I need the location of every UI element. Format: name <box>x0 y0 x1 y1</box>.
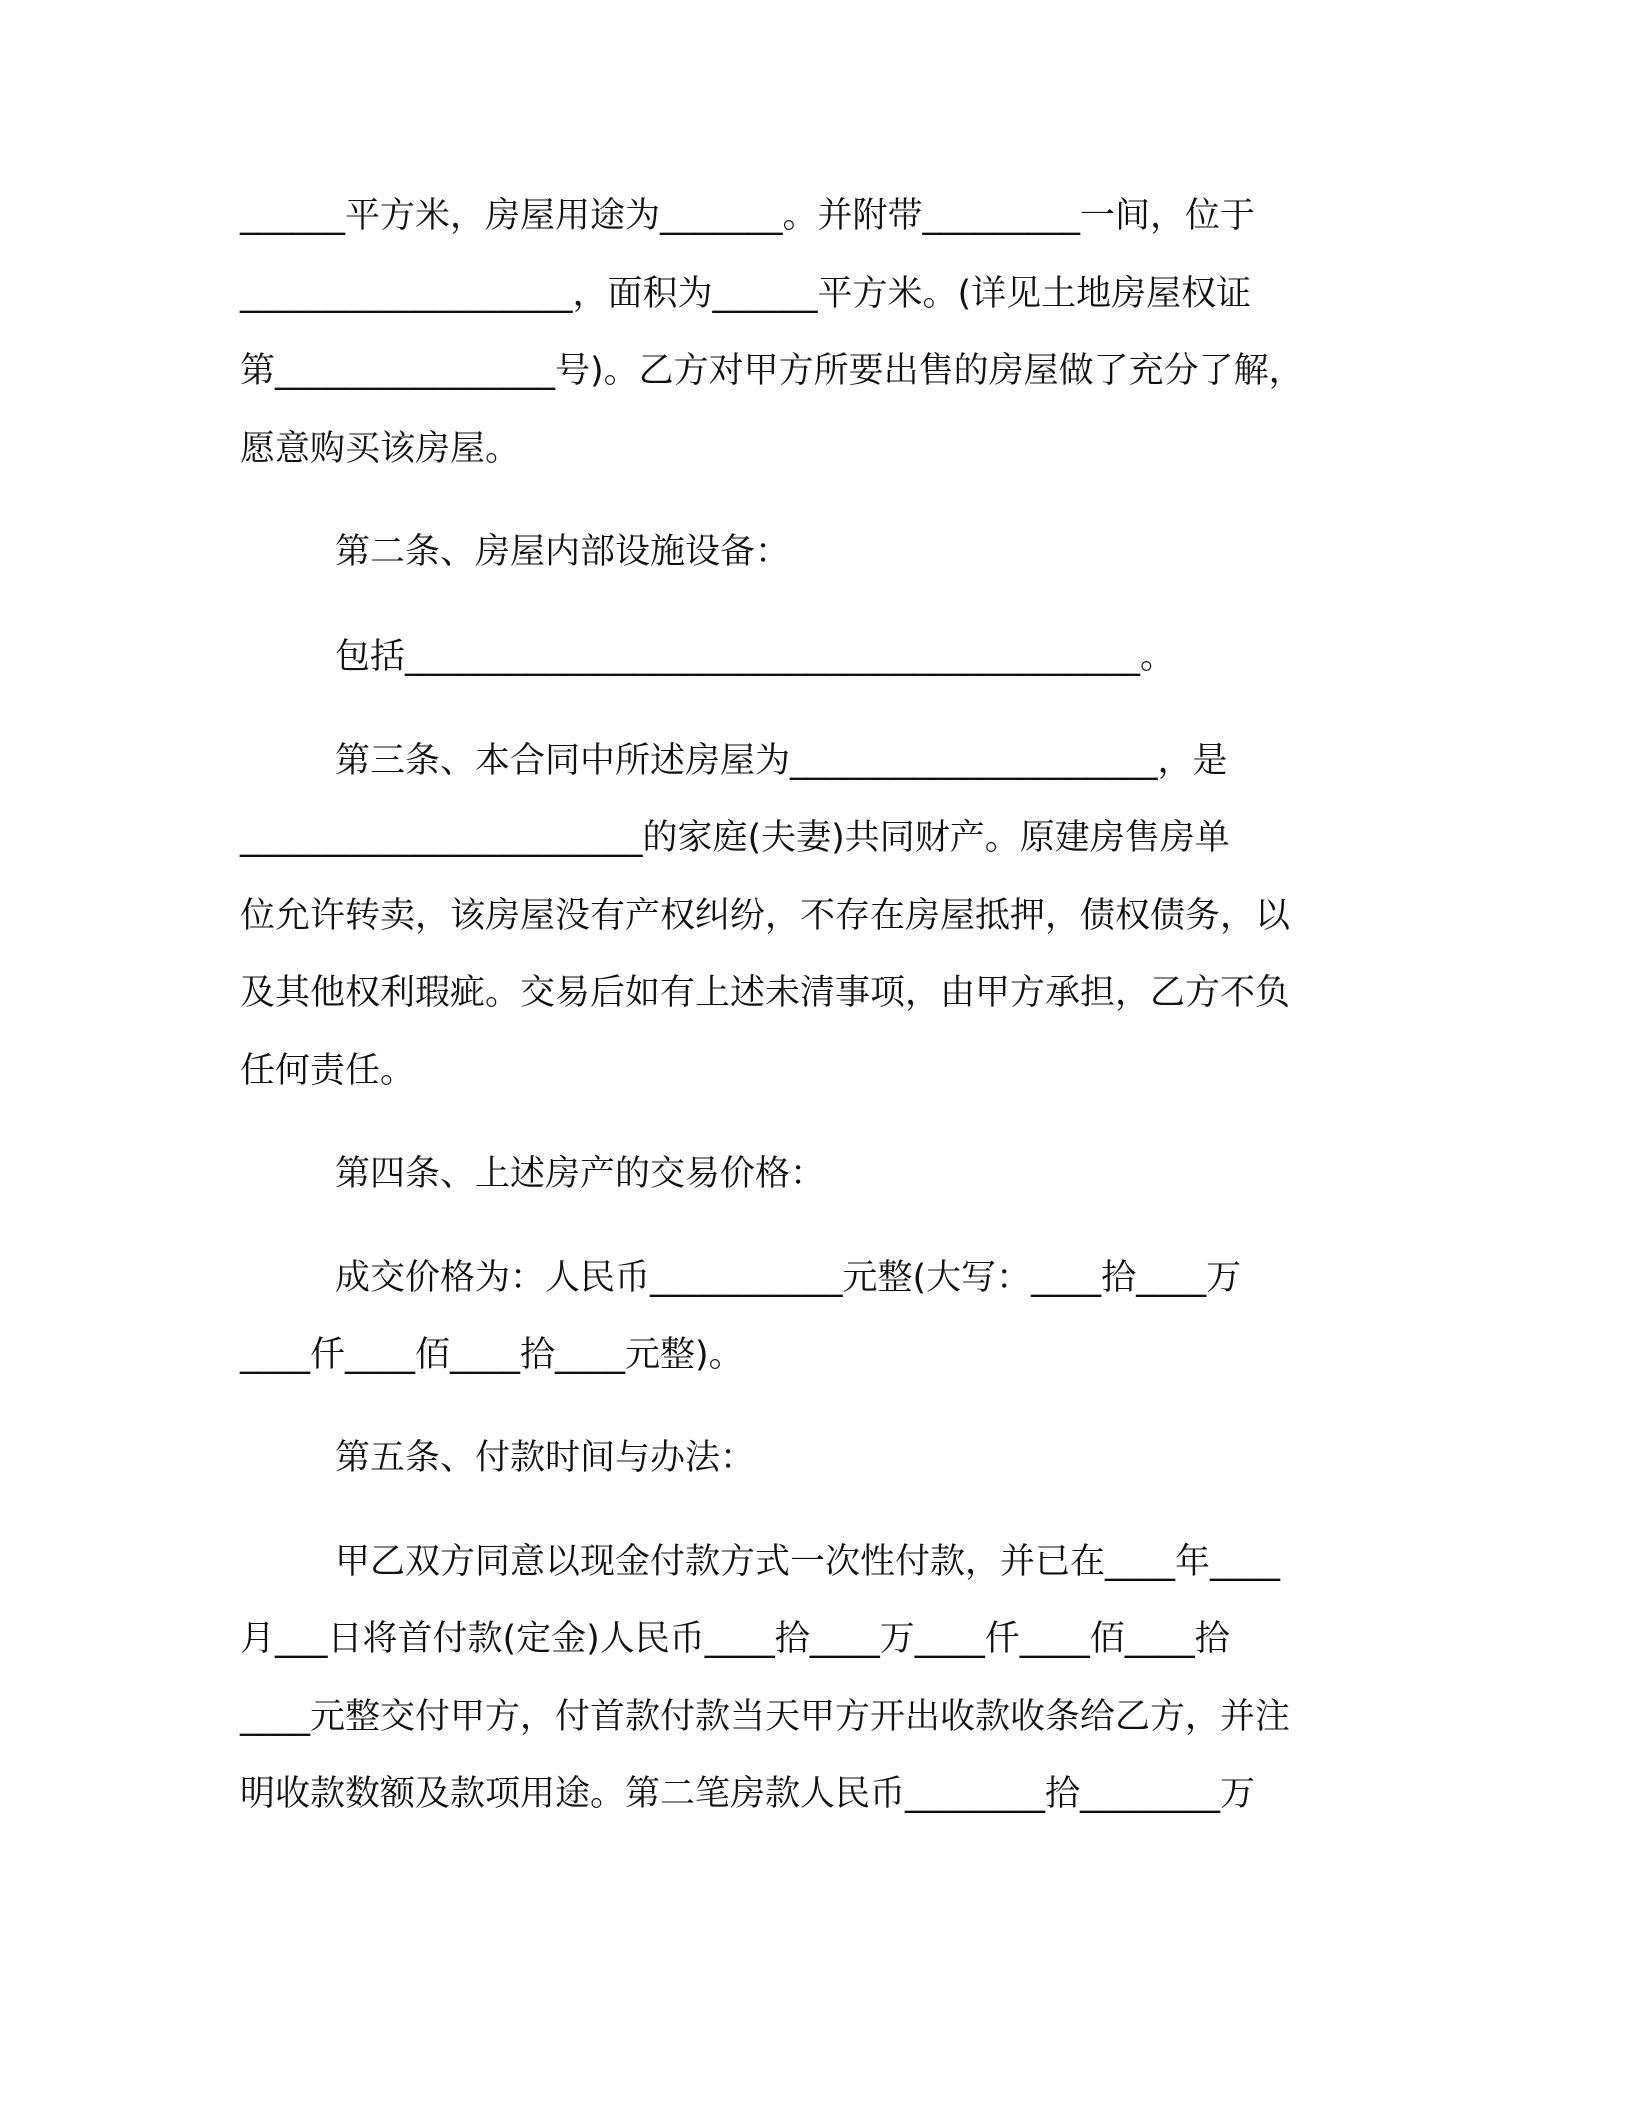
text-line-2: ___________________，面积为______平方米。(详见土地房屋权证 <box>240 274 1252 314</box>
text-line-11: 任何责任。 <box>240 1051 416 1091</box>
text-line-6: 包括__________________________________________。 <box>335 637 1176 677</box>
article-4-heading: 第四条、上述房产的交易价格： <box>335 1154 826 1194</box>
article-3-heading: 第三条、本合同中所述房屋为_____________________，是 <box>335 741 1228 781</box>
text-line-19: 明收款数额及款项用途。第二笔房款人民币________拾________万 <box>240 1774 1256 1814</box>
text-line-17: 月___日将首付款(定金)人民币____拾____万____仟____佰____拾 <box>240 1619 1230 1659</box>
text-line-9: 位允许转卖，该房屋没有产权纠纷，不存在房屋抵押，债权债务，以 <box>240 896 1291 936</box>
text-line-3: 第________________号)。乙方对甲方所要出售的房屋做了充分了解， <box>240 351 1304 391</box>
text-line-10: 及其他权利瑕疵。交易后如有上述未清事项，由甲方承担，乙方不负 <box>240 973 1291 1013</box>
article-2-heading: 第二条、房屋内部设施设备： <box>335 532 791 572</box>
text-line-8: _______________________的家庭(夫妻)共同财产。原建房售房单 <box>240 818 1230 858</box>
text-line-18: ____元整交付甲方，付首款付款当天甲方开出收款收条给乙方，并注 <box>240 1697 1291 1737</box>
text-line-14: ____仟____佰____拾____元整)。 <box>240 1335 744 1375</box>
text-line-16: 甲乙双方同意以现金付款方式一次性付款，并已在____年____ <box>335 1542 1281 1582</box>
text-line-4: 愿意购买该房屋。 <box>240 429 521 469</box>
article-5-heading: 第五条、付款时间与办法： <box>335 1438 756 1478</box>
text-line-13: 成交价格为：人民币___________元整(大写：____拾____万 <box>335 1258 1242 1298</box>
text-line-1: ______平方米，房屋用途为_______。并附带_________一间，位于 <box>240 196 1256 236</box>
